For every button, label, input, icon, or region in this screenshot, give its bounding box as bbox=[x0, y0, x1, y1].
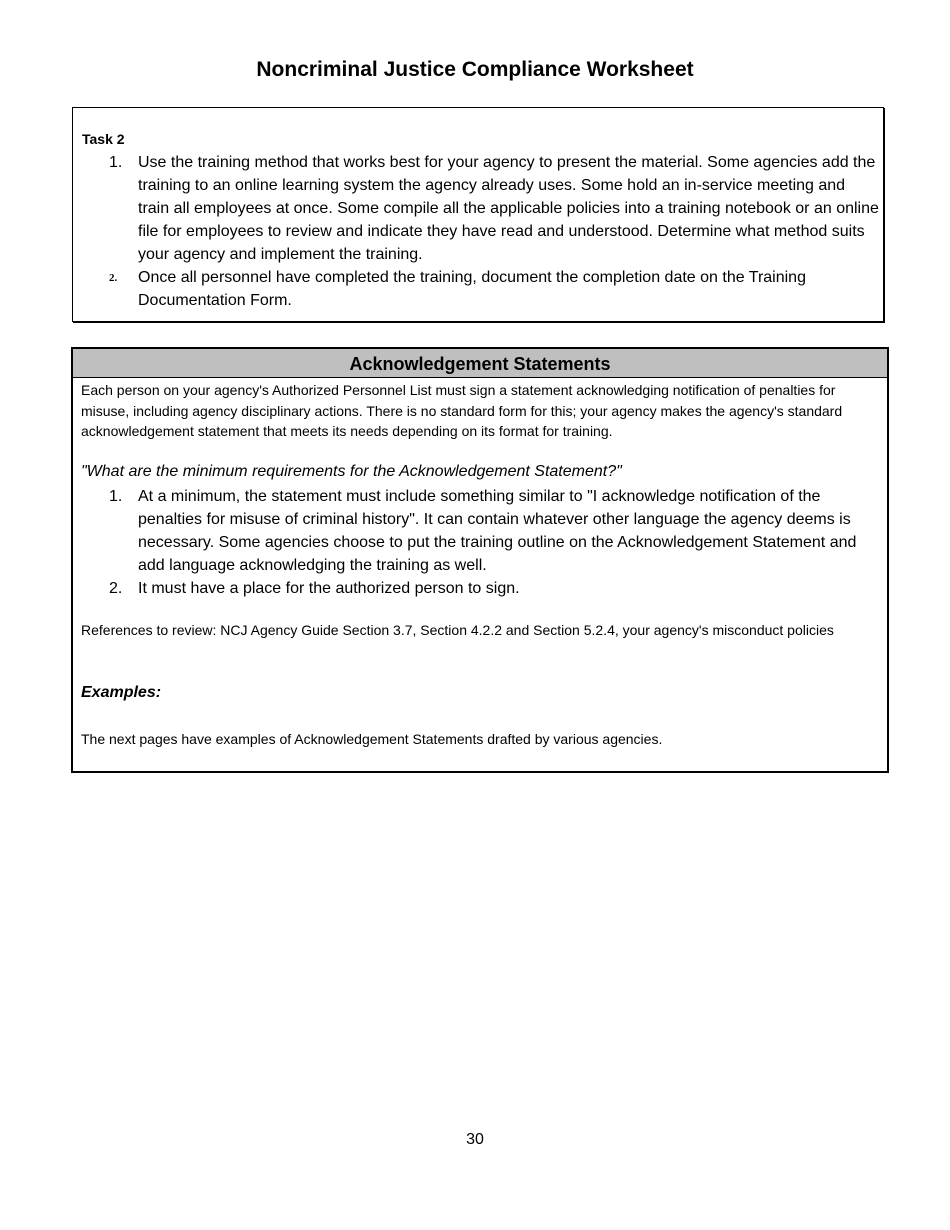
requirements-list bbox=[109, 485, 881, 600]
examples-paragraph: The next pages have examples of Acknowledgement Statements drafted by various agencies. bbox=[81, 731, 663, 747]
page-number: 30 bbox=[466, 1131, 484, 1148]
task-2-item bbox=[109, 151, 879, 266]
acknowledgement-statements-box bbox=[71, 347, 889, 773]
task-2-list bbox=[109, 151, 879, 312]
task-2-box bbox=[72, 107, 884, 322]
list-number: 2. bbox=[109, 580, 123, 597]
requirement-item bbox=[109, 577, 881, 600]
requirements-question: "What are the minimum requirements for the Acknowledgement Statement?" bbox=[81, 463, 622, 480]
examples-label: Examples: bbox=[81, 684, 162, 701]
task-2-heading: Task 2 bbox=[82, 131, 125, 147]
list-number: 1. bbox=[109, 154, 123, 171]
requirement-item bbox=[109, 485, 881, 577]
page-title: Noncriminal Justice Compliance Worksheet bbox=[256, 58, 694, 81]
list-item-text: At a minimum, the statement must include something similar to "I acknowledge notification of the penalties for misuse of criminal history". It can contain whatever other language the agency deems is necessary. Some agencies choose to put the training outline on the Acknowledgement Statement and add language acknowledging the training as well. bbox=[138, 488, 857, 574]
list-number: 2. bbox=[109, 272, 118, 284]
section-header: Acknowledgement Statements bbox=[73, 349, 887, 378]
list-item-text: Once all personnel have completed the training, document the completion date on the Training Documentation Form. bbox=[138, 269, 806, 309]
references-paragraph: References to review: NCJ Agency Guide Section 3.7, Section 4.2.2 and Section 5.2.4, your agency's misconduct policies bbox=[81, 622, 834, 638]
list-item-text: Use the training method that works best for your agency to present the material. Some agencies add the training to an online learning system the agency already uses. Some hold an in-service meeting and train all employees at once. Some compile all the applicable policies into a training notebook or an online file for employees to review and indicate they have read and understood. Determine what method suits your agency and implement the training. bbox=[138, 154, 879, 263]
list-item-text: It must have a place for the authorized person to sign. bbox=[138, 580, 520, 597]
task-2-item bbox=[109, 266, 879, 312]
intro-paragraph: Each person on your agency's Authorized Personnel List must sign a statement acknowledging notification of penalties for misuse, including agency disciplinary actions. There is no standard form for this; your agency makes the agency's standard acknowledgement statement that meets its needs depending on its format for training. bbox=[81, 382, 843, 439]
list-number: 1. bbox=[109, 488, 123, 505]
